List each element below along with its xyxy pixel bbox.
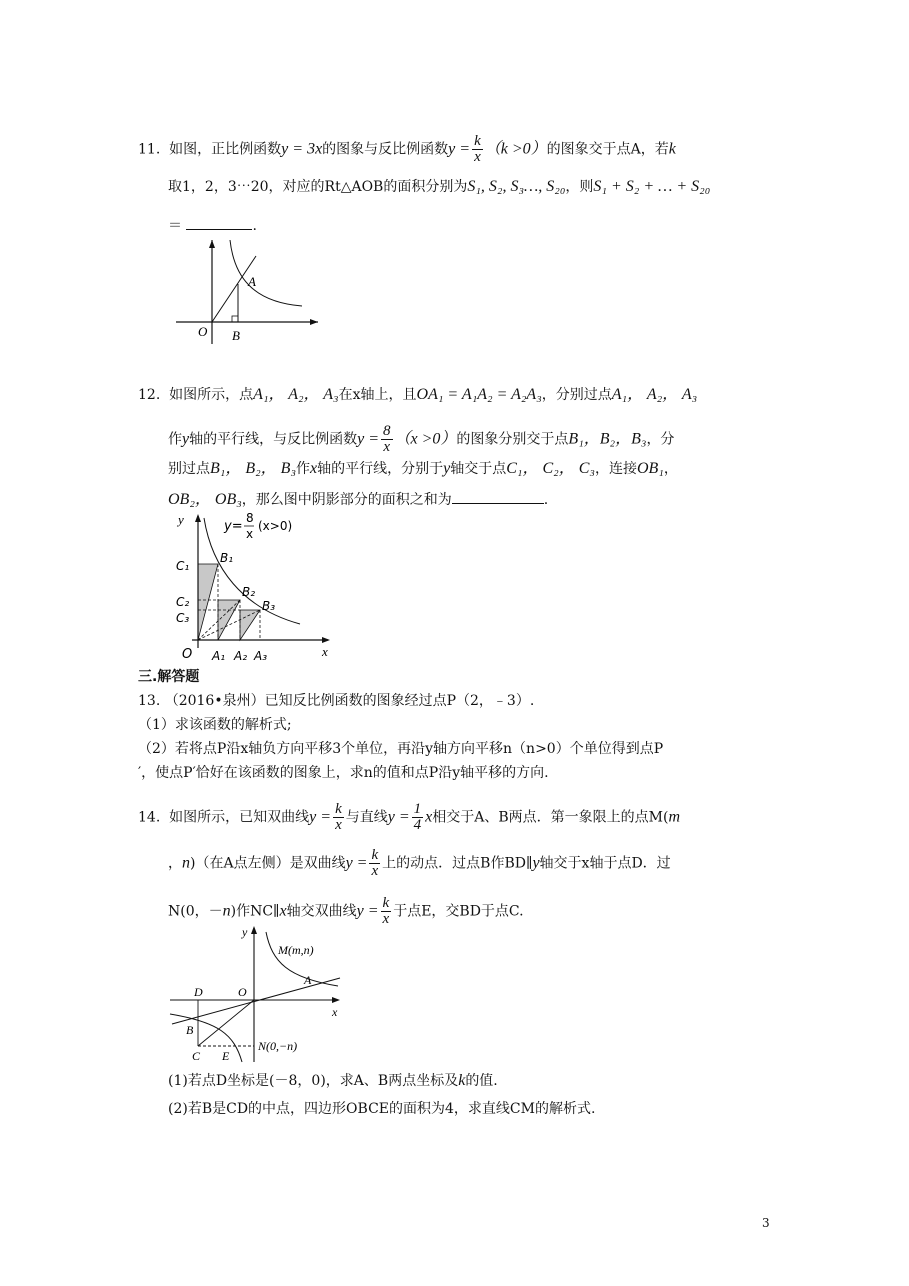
q12-line3 [168, 460, 678, 478]
q11-hyperbola [230, 240, 302, 306]
q11-fden: x [474, 149, 481, 165]
q14-fnum2: k [371, 847, 379, 863]
q14-text: 轴交双曲线 [286, 903, 357, 920]
q12-label-A1: A₁ [212, 649, 226, 663]
q12-number: 12. [138, 387, 161, 403]
q12-fig-fnum: 8 [246, 511, 254, 525]
q12-figure [172, 508, 342, 666]
q14-yvar: y [532, 854, 540, 872]
q14-label-M: M(m,n) [278, 943, 314, 957]
q11-kvar: k [668, 140, 676, 158]
q12-yvar2: y [443, 460, 451, 477]
q14-fy2: y = [345, 854, 368, 872]
q12-fig-cond: (x>0) [258, 519, 293, 533]
q12-points-b: B₁，B₂，B₃ [568, 430, 647, 448]
q14-kvar: k [458, 1072, 466, 1089]
q14-nvar2: n [222, 902, 231, 920]
q11-label-B: B [232, 328, 240, 343]
q12-line2 [168, 424, 674, 455]
q12-fig-fden: x [246, 527, 254, 541]
q14-ly: y = [387, 808, 410, 826]
q14-label-N: N(0,−n) [258, 1039, 298, 1053]
q12-ob1: OB₁ [636, 460, 664, 477]
q12-label-B2: B₂ [242, 585, 256, 599]
q14-lden: 4 [413, 817, 422, 833]
q11-right-angle [232, 316, 238, 322]
q12-points-a2: A₁， A₂， A₃ [611, 386, 698, 403]
q12-text: ，分别过点 [541, 387, 612, 403]
q14-line1 [138, 802, 680, 833]
q14-xvar: x [279, 902, 287, 920]
q12-points-b2: B₁， B₂， B₃ [210, 460, 297, 477]
q12-text: ，连接 [594, 461, 637, 477]
q12-ob23: OB₂， OB₃ [168, 491, 242, 508]
q11-text: 如图，正比例函数 [169, 141, 282, 158]
q14-fy3: y = [356, 902, 379, 920]
q14-sub2: (2)若B是CD的中点，四边形OBCE的面积为4，求直线CM的解析式. [168, 1101, 596, 1117]
q14-label-A: A [304, 973, 312, 987]
q11-sum: S₁ + S₂ + … + S₂₀ [593, 178, 711, 195]
q12-text: 如图所示，点 [169, 387, 254, 403]
q12-text: 作 [168, 431, 182, 448]
q14-fden: x [335, 817, 342, 833]
q14-mvar: m [668, 808, 681, 826]
q12-text: 轴交于点 [450, 461, 507, 477]
q11-fy: y = [448, 140, 471, 158]
q13-line3: （2）若将点P沿x轴负方向平移3个单位，再沿y轴方向平移n（n>0）个单位得到点P [138, 741, 664, 757]
q11-label-O: O [198, 324, 208, 339]
q12-shade-1 [198, 564, 218, 640]
q12-label-B3: B₃ [262, 599, 276, 613]
q14-label-B: B [186, 1023, 194, 1037]
q14-nvar: n [182, 854, 190, 872]
q12-label-O: O [182, 647, 193, 662]
q12-equation: OA₁ = A₁A₂ = A₂A₃ [416, 386, 542, 403]
q12-text: ， [663, 461, 678, 477]
q14-label-E: E [222, 1049, 230, 1063]
q11-line3 [168, 217, 257, 235]
q12-answer-blank [452, 503, 544, 504]
q14-label-D: D [194, 985, 203, 999]
q12-text: 作 [296, 461, 311, 477]
q12-y-arrow [195, 514, 201, 522]
q14-fnum3: k [382, 895, 390, 911]
q14-label-O: O [238, 985, 247, 999]
q12-fraction [381, 424, 393, 455]
q14-label-y: y [242, 925, 248, 939]
q12-yvar: y [182, 430, 190, 448]
q14-fnum: k [335, 801, 342, 817]
q14-label-x: x [332, 1005, 338, 1019]
q12-text: 轴的平行线，与反比例函数 [189, 431, 358, 448]
q14-text: N(0，－ [168, 903, 223, 920]
q14-text: 相交于A、B两点．第一象限上的点M( [432, 809, 669, 826]
q14-text: ， [168, 855, 182, 872]
q14-lx: x [425, 808, 433, 826]
q11-line2 [168, 178, 710, 196]
page-number: 3 [762, 1216, 770, 1230]
q11-condition: （k >0） [484, 140, 547, 158]
q12-fnum: 8 [383, 423, 391, 439]
q14-text: )（在A点左侧）是双曲线 [190, 855, 346, 872]
q14-text: 上的动点．过点B作BD∥ [382, 855, 533, 872]
q12-fy: y = [357, 430, 380, 448]
q12-points-a: A₁， A₂， A₃ [253, 386, 339, 403]
q11-fraction [472, 134, 483, 165]
q13-line1: 13. （2016•泉州）已知反比例函数的图象经过点P（2，﹣3）. [138, 693, 535, 709]
q11-number: 11. [138, 141, 161, 158]
q11-x-arrow [310, 319, 318, 325]
q11-line1 [138, 134, 676, 165]
q14-lnum: 1 [413, 801, 422, 817]
q11-equals: ＝ [168, 218, 182, 234]
section-heading: 三.解答题 [138, 669, 200, 685]
q14-y-arrow [251, 926, 257, 934]
q11-text: 的图象与反比例函数 [322, 141, 449, 158]
q12-text: ，那么图中阴影部分的面积之和为 [241, 492, 452, 508]
q14-fden3: x [382, 911, 390, 927]
q11-fnum: k [474, 133, 481, 149]
q12-label-A3: A₃ [254, 649, 268, 663]
q12-label-C3: C₃ [176, 611, 190, 625]
q12-text: 在x轴上，且 [338, 387, 417, 403]
q12-label-y: y [178, 512, 184, 527]
q11-text: 取1，2，3⋯20，对应的Rt△AOB的面积分别为 [168, 179, 468, 195]
q12-x-arrow [322, 637, 330, 643]
q14-text: 的值. [465, 1073, 498, 1089]
q11-sequence: S₁, S₂, S₃…, S₂₀ [467, 178, 566, 195]
q14-fraction-k [333, 802, 344, 833]
q11-line [212, 256, 256, 322]
q14-figure [168, 922, 348, 1064]
q12-text: 别过点 [168, 461, 210, 477]
q14-fraction-k3 [381, 896, 392, 927]
q11-text: ，则 [565, 179, 594, 195]
q14-text: 于点E，交BD于点C. [393, 903, 524, 920]
q14-text: 如图所示，已知双曲线 [169, 809, 310, 826]
q14-fden2: x [371, 863, 379, 879]
q12-label-C2: C₂ [176, 595, 190, 609]
q13-line2: （1）求该函数的解析式; [138, 717, 292, 733]
q12-label-B1: B₁ [220, 551, 234, 565]
q14-hyperbola-q1 [266, 932, 338, 986]
q12-shade-2 [218, 600, 240, 640]
q12-label-C1: C₁ [176, 559, 190, 573]
q14-label-C: C [192, 1049, 201, 1063]
q13-line4: ′，使点P′恰好在该函数的图象上，求n的值和点P沿y轴平移的方向. [138, 765, 549, 781]
q14-text: 与直线 [345, 809, 388, 826]
q14-text: (1)若点D坐标是(－8，0)，求A、B两点坐标及 [168, 1073, 459, 1089]
q11-text: 的图象交于点A，若 [546, 141, 669, 158]
q12-end: . [543, 492, 549, 508]
q11-y-arrow [209, 240, 215, 248]
q12-fig-fy: y= [224, 519, 243, 534]
q14-x-arrow [332, 997, 340, 1003]
q14-fraction-quarter [412, 802, 424, 833]
q12-label-x: x [322, 644, 328, 659]
q12-fden: x [383, 439, 391, 455]
q12-condition: （x >0） [394, 430, 457, 448]
q14-number: 14. [138, 809, 161, 826]
q14-text: 轴交于x轴于点D．过 [539, 855, 671, 872]
q14-line2 [168, 848, 671, 879]
q12-text: ，分 [646, 431, 675, 448]
q11-end: . [252, 218, 257, 234]
q12-xvar: x [310, 460, 318, 477]
q14-fy: y = [309, 808, 332, 826]
q12-label-A2: A₂ [234, 649, 248, 663]
q11-label-A: A [248, 274, 256, 289]
q12-line1 [138, 386, 697, 404]
q14-text: )作NC∥ [230, 903, 280, 920]
q14-fraction-k2 [369, 848, 380, 879]
q14-sub1 [168, 1072, 498, 1090]
q12-text: 的图象分别交于点 [456, 431, 569, 448]
q11-figure [172, 236, 322, 346]
q12-line4 [168, 491, 548, 509]
q11-answer-blank [186, 229, 252, 230]
q12-points-c: C₁， C₂， C₃ [506, 460, 595, 477]
q11-eq-direct: y = 3x [281, 140, 323, 158]
q12-text: 轴的平行线，分别于 [317, 461, 444, 477]
